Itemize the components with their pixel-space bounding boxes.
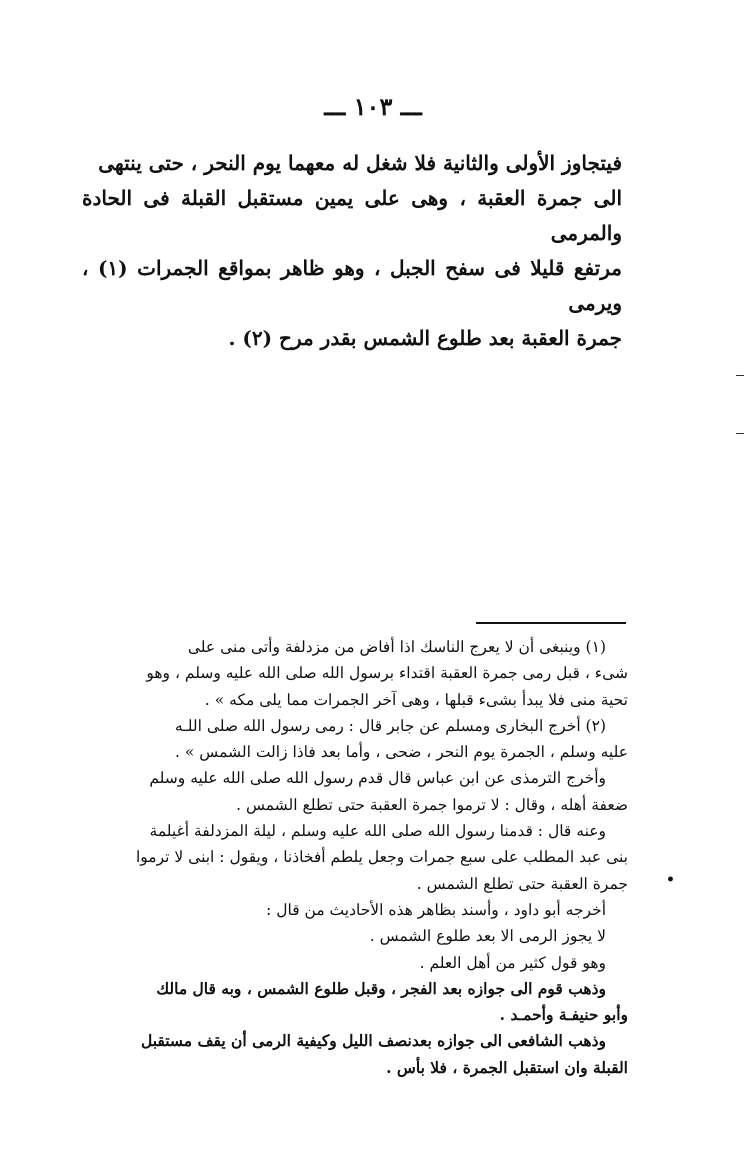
footnote-line: وأخرج الترمذى عن ابن عباس قال قدم رسول الله صلى الله عليه وسلم: [149, 769, 606, 788]
footnotes-block: [98, 634, 628, 1081]
footnote-line: بنى عبد المطلب على سبع جمرات وجعل يلطم أفخاذنا ، ويقول : ابنى لا ترموا: [135, 848, 628, 867]
footnote-line: شىء ، قبل رمى جمرة العقبة اقتداء برسول الله صلى الله عليه وسلم ، وهو: [146, 664, 628, 683]
main-text-line: مرتفع قليلا فى سفح الجبل ، وهو ظاهر بمواقع الجمرات (١) ، ويرمى: [82, 256, 622, 315]
main-text-line: جمرة العقبة بعد طلوع الشمس بقدر مرح (٢) .: [228, 326, 622, 350]
margin-bullet-icon: •: [666, 872, 675, 888]
footnote-line: وأبو حنيفـة وأحمـد .: [499, 1005, 628, 1025]
main-text-line: فيتجاوز الأولى والثانية فلا شغل له معهما يوم النحر ، حتى ينتهى: [98, 151, 622, 175]
footnote-line: وذهب الشافعى الى جوازه بعدنصف الليل وكيفية الرمى أن يقف مستقبل: [140, 1031, 606, 1051]
footnote-line: جمرة العقبة حتى تطلع الشمس .: [416, 874, 628, 893]
footnote-separator: [476, 622, 626, 624]
footnote-line: لا يجوز الرمى الا بعد طلوع الشمس .: [369, 927, 606, 946]
footnote-line: تحية منى فلا يبدأ بشىء قبلها ، وهى آخر الجمرات مما يلى مكه » .: [204, 690, 628, 709]
edge-tick-mark: [736, 433, 744, 434]
footnote-line: القبلة وان استقبل الجمرة ، فلا بأس .: [386, 1057, 628, 1077]
footnote-line: أخرجه أبو داود ، وأسند بظاهر هذه الأحاديث من قال :: [266, 900, 606, 919]
main-text-block: [82, 146, 622, 356]
footnote-line: وذهب قوم الى جوازه بعد الفجر ، وقبل طلوع الشمس ، وبه قال مالك: [156, 978, 606, 998]
footnote-line: ضعفة أهله ، وقال : لا ترموا جمرة العقبة حتى تطلع الشمس .: [236, 795, 628, 814]
footnote-line: عليه وسلم ، الجمرة يوم النحر ، ضحى ، وأما بعد فاذا زالت الشمس » .: [175, 743, 628, 762]
main-text-line: الى جمرة العقبة ، وهى على يمين مستقبل القبلة فى الحادة والمرمى: [82, 186, 622, 245]
edge-tick-mark: [736, 375, 744, 376]
footnote-line: وعنه قال : قدمنا رسول الله صلى الله عليه وسلم ، ليلة المزدلفة أغيلمة: [149, 822, 606, 841]
footnote-line: (١) وينبغى أن لا يعرج الناسك اذا أفاض من مزدلفة وأتى منى على: [187, 638, 606, 656]
footnote-line: وهو قول كثير من أهل العلم .: [419, 953, 606, 972]
page-number: ـــ ١٠٣ ـــ: [324, 92, 422, 121]
footnote-line: (٢) أخرج البخارى ومسلم عن جابر قال : رمى رسول الله صلى اللـه: [174, 716, 606, 735]
